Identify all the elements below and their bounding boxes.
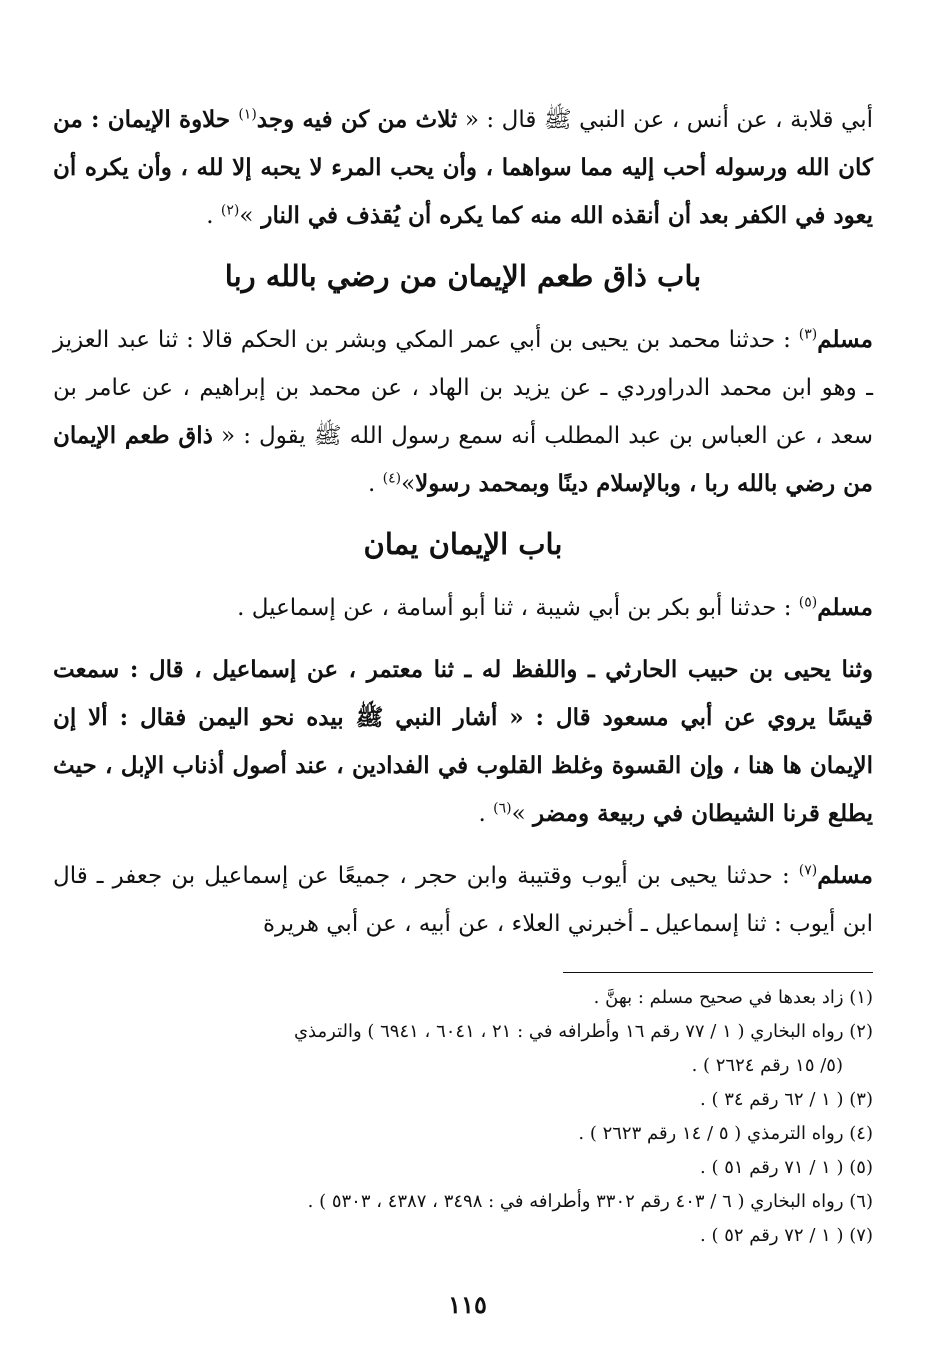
footnote-marker-2[interactable]: (٢) bbox=[220, 202, 240, 219]
section1-paragraph bbox=[53, 316, 873, 508]
section1-end: . bbox=[367, 471, 383, 497]
section2-paragraph-2 bbox=[53, 646, 873, 838]
isnad-text-2: : حدثنا أبو بكر بن أبي شيبة ، ثنا أبو أسامة ، عن إسماعيل . bbox=[237, 595, 799, 621]
footnote-7: (٧) ( ١ / ٧٢ رقم ٥٢ ) . bbox=[700, 1225, 873, 1246]
hadith-text-1: ثلاث من كن فيه وجد bbox=[256, 106, 458, 133]
footnote-2: (٢) رواه البخاري ( ١ / ٧٧ رقم ١٦ وأطرافه في : ٢١ ، ٦٠٤١ ، ٦٩٤١ ) والترمذي bbox=[293, 1021, 873, 1042]
footnote-marker-3[interactable]: (٣) bbox=[798, 326, 818, 343]
hadith-text-3: ذاق طعم الإيمان من رضي بالله ربا ، وبالإسلام دينًا وبمحمد رسولا bbox=[53, 422, 873, 497]
section-heading-2: باب الإيمان يمان bbox=[363, 527, 563, 561]
hadith-text-4: أشار النبي ﷺ بيده نحو اليمن فقال : ألا إن الإيمان ها هنا ، وإن القسوة وغلظ القلوب في الفدادين ، عند أصول أذناب الإبل ، حيث يطلع قرنا الشيطان في ربيعة ومضر bbox=[53, 704, 873, 827]
section2-p2-end: . bbox=[478, 801, 494, 827]
section-heading-1: باب ذاق طعم الإيمان من رضي بالله ربا bbox=[224, 259, 702, 293]
footnote-1: (١) زاد بعدها في صحيح مسلم : بهنَّ . bbox=[593, 987, 873, 1008]
quote-close-3: » bbox=[511, 801, 534, 827]
footnote-3: (٣) ( ١ / ٦٢ رقم ٣٤ ) . bbox=[700, 1089, 873, 1110]
isnad-text-4: : حدثنا يحيى بن أيوب وقتيبة وابن حجر ، جميعًا عن إسماعيل بن جعفر ـ قال ابن أيوب : ثنا إسماعيل ـ أخبرني العلاء ، عن أبيه ، عن أبي هريرة bbox=[53, 863, 873, 937]
hadith-text-2: حلاوة الإيمان : من كان الله ورسوله أحب إليه مما سواهما ، وأن يحب المرء لا يحبه إلا لله ، وأن يكره أن يعود في الكفر بعد أن أنقذه الله منه كما يكره أن يُقذف في النار bbox=[53, 106, 873, 229]
footnote-marker-5[interactable]: (٥) bbox=[798, 594, 818, 611]
footnote-2-continued: (٥/ ١٥ رقم ٢٦٢٤ ) . bbox=[691, 1055, 843, 1076]
page-number: ١١٥ bbox=[448, 1290, 487, 1319]
footnote-6: (٦) رواه البخاري ( ٦ / ٤٠٣ رقم ٣٣٠٢ وأطرافه في : ٣٤٩٨ ، ٤٣٨٧ ، ٥٣٠٣ ) . bbox=[307, 1191, 873, 1212]
intro-end: . bbox=[206, 203, 221, 229]
footnote-separator bbox=[563, 972, 873, 973]
source-label-muslim: مسلم bbox=[817, 594, 873, 621]
footnotes-section bbox=[53, 981, 873, 1253]
footnote-marker-1[interactable]: (١) bbox=[238, 106, 257, 123]
footnote-marker-6[interactable]: (٦) bbox=[493, 800, 512, 817]
quote-close-2: » bbox=[401, 471, 416, 497]
footnote-marker-7[interactable]: (٧) bbox=[798, 862, 818, 879]
source-label-muslim: مسلم bbox=[817, 326, 873, 353]
intro-paragraph bbox=[53, 96, 873, 240]
footnote-5: (٥) ( ١ / ٧١ رقم ٥١ ) . bbox=[700, 1157, 873, 1178]
footnote-4: (٤) رواه الترمذي ( ٥ / ١٤ رقم ٢٦٢٣ ) . bbox=[578, 1123, 873, 1144]
intro-text-1: أبي قلابة ، عن أنس ، عن النبي ﷺ قال : « bbox=[457, 107, 873, 133]
quote-close-1: » bbox=[239, 203, 254, 229]
section2-paragraph-1 bbox=[53, 584, 873, 632]
footnote-marker-4[interactable]: (٤) bbox=[382, 470, 402, 487]
source-label-muslim: مسلم bbox=[817, 862, 873, 889]
page-body bbox=[53, 96, 873, 1253]
isnad-text-3: وثنا يحيى بن حبيب الحارثي ـ واللفظ له ـ ثنا معتمر ، عن إسماعيل ، قال : سمعت قيسًا يروي عن أبي مسعود قال : « bbox=[53, 656, 873, 731]
isnad-text-1: : حدثنا محمد بن يحيى بن أبي عمر المكي وبشر بن الحكم قالا : ثنا عبد العزيز ـ وهو ابن محمد الدراوردي ـ عن يزيد بن الهاد ، عن محمد بن إبراهيم ، عن عامر بن سعد ، عن العباس بن عبد المطلب أنه سمع رسول الله ﷺ يقول : « bbox=[53, 327, 873, 449]
section2-paragraph-3 bbox=[53, 852, 873, 948]
